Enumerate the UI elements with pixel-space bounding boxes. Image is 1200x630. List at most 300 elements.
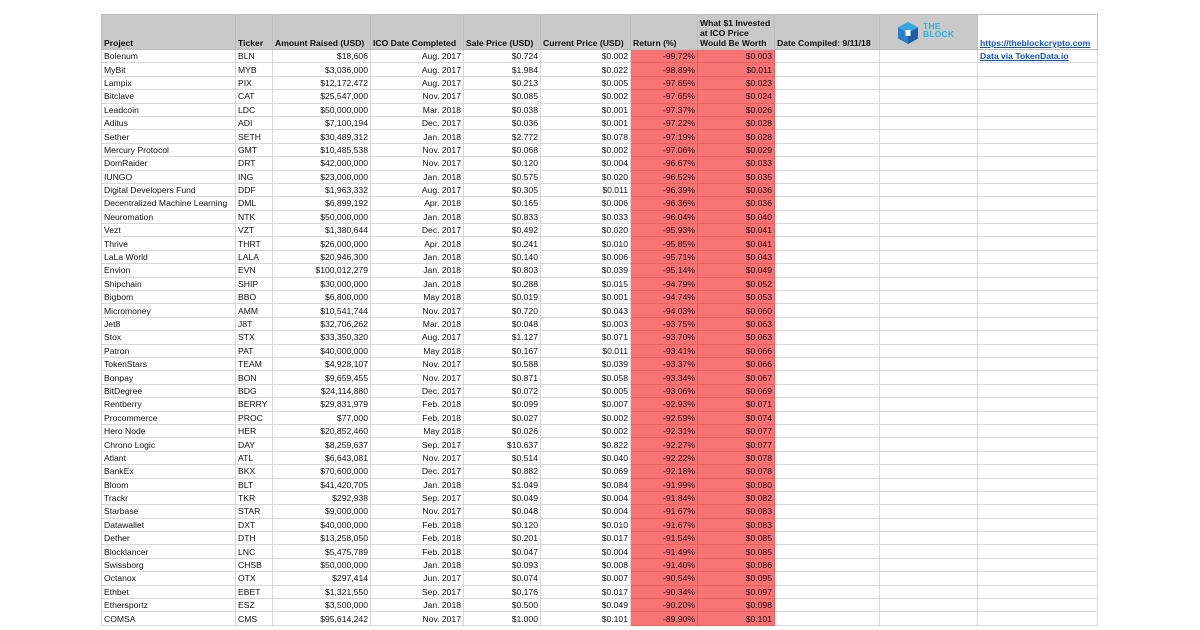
- empty-cell[interactable]: [775, 197, 880, 210]
- ico-date-cell[interactable]: Sep. 2017: [371, 438, 464, 451]
- ticker-cell[interactable]: SHIP: [236, 277, 273, 290]
- ticker-cell[interactable]: CAT: [236, 90, 273, 103]
- ico-date-cell[interactable]: Feb. 2018: [371, 398, 464, 411]
- project-cell[interactable]: Neuromation: [102, 210, 236, 223]
- dollar-value-cell[interactable]: $0.011: [698, 63, 775, 76]
- empty-cell[interactable]: [978, 612, 1098, 625]
- dollar-value-cell[interactable]: $0.026: [698, 103, 775, 116]
- project-cell[interactable]: BankEx: [102, 465, 236, 478]
- project-cell[interactable]: BitDegree: [102, 384, 236, 397]
- amount-raised-cell[interactable]: $3,500,000: [273, 599, 371, 612]
- ico-date-cell[interactable]: Sep. 2017: [371, 491, 464, 504]
- current-price-cell[interactable]: $0.010: [541, 518, 631, 531]
- current-price-cell[interactable]: $0.007: [541, 572, 631, 585]
- empty-cell[interactable]: [978, 585, 1098, 598]
- empty-cell[interactable]: [978, 264, 1098, 277]
- ticker-cell[interactable]: PROC: [236, 411, 273, 424]
- ico-date-cell[interactable]: Feb. 2018: [371, 411, 464, 424]
- empty-cell[interactable]: [978, 438, 1098, 451]
- empty-cell[interactable]: [978, 50, 1098, 63]
- ticker-cell[interactable]: DRT: [236, 157, 273, 170]
- empty-cell[interactable]: [775, 157, 880, 170]
- dollar-value-cell[interactable]: $0.003: [698, 50, 775, 63]
- empty-cell[interactable]: [775, 384, 880, 397]
- empty-cell[interactable]: [978, 572, 1098, 585]
- current-price-cell[interactable]: $0.084: [541, 478, 631, 491]
- return-cell[interactable]: -92.22%: [631, 451, 698, 464]
- project-cell[interactable]: Micromoney: [102, 304, 236, 317]
- sale-price-cell[interactable]: $0.575: [464, 170, 541, 183]
- current-price-cell[interactable]: $0.071: [541, 331, 631, 344]
- ico-date-cell[interactable]: Nov. 2017: [371, 304, 464, 317]
- sale-price-cell[interactable]: $0.492: [464, 224, 541, 237]
- empty-cell[interactable]: [880, 317, 978, 330]
- amount-raised-cell[interactable]: $32,706,262: [273, 317, 371, 330]
- dollar-value-cell[interactable]: $0.041: [698, 237, 775, 250]
- ico-date-cell[interactable]: Nov. 2017: [371, 90, 464, 103]
- sale-price-cell[interactable]: $0.803: [464, 264, 541, 277]
- ico-date-cell[interactable]: Jan. 2018: [371, 210, 464, 223]
- dollar-value-cell[interactable]: $0.028: [698, 116, 775, 129]
- dollar-value-cell[interactable]: $0.033: [698, 157, 775, 170]
- sale-price-cell[interactable]: $0.120: [464, 157, 541, 170]
- project-cell[interactable]: Bigbom: [102, 291, 236, 304]
- dollar-value-cell[interactable]: $0.085: [698, 545, 775, 558]
- project-cell[interactable]: Rentberry: [102, 398, 236, 411]
- amount-raised-cell[interactable]: $6,643,081: [273, 451, 371, 464]
- empty-cell[interactable]: [775, 612, 880, 625]
- empty-cell[interactable]: [880, 304, 978, 317]
- ico-date-cell[interactable]: May 2018: [371, 424, 464, 437]
- sale-price-cell[interactable]: $0.036: [464, 116, 541, 129]
- amount-raised-cell[interactable]: $292,938: [273, 491, 371, 504]
- empty-cell[interactable]: [978, 491, 1098, 504]
- empty-cell[interactable]: [880, 210, 978, 223]
- ico-date-cell[interactable]: Jan. 2018: [371, 264, 464, 277]
- sale-price-cell[interactable]: $0.099: [464, 398, 541, 411]
- ico-date-cell[interactable]: Nov. 2017: [371, 357, 464, 370]
- empty-cell[interactable]: [880, 264, 978, 277]
- ico-date-cell[interactable]: Dec. 2017: [371, 384, 464, 397]
- ticker-cell[interactable]: LDC: [236, 103, 273, 116]
- empty-cell[interactable]: [775, 438, 880, 451]
- empty-cell[interactable]: [775, 505, 880, 518]
- amount-raised-cell[interactable]: $41,420,705: [273, 478, 371, 491]
- return-cell[interactable]: -96.36%: [631, 197, 698, 210]
- amount-raised-cell[interactable]: $9,000,000: [273, 505, 371, 518]
- empty-cell[interactable]: [775, 277, 880, 290]
- amount-raised-cell[interactable]: $20,946,300: [273, 250, 371, 263]
- ico-date-cell[interactable]: Aug. 2017: [371, 76, 464, 89]
- dollar-value-cell[interactable]: $0.067: [698, 371, 775, 384]
- sale-price-cell[interactable]: $0.019: [464, 291, 541, 304]
- ticker-cell[interactable]: LNC: [236, 545, 273, 558]
- empty-cell[interactable]: [775, 371, 880, 384]
- empty-cell[interactable]: [978, 103, 1098, 116]
- ticker-cell[interactable]: BKX: [236, 465, 273, 478]
- dollar-value-cell[interactable]: $0.023: [698, 76, 775, 89]
- empty-cell[interactable]: [775, 50, 880, 63]
- current-price-cell[interactable]: $0.001: [541, 291, 631, 304]
- empty-cell[interactable]: [775, 76, 880, 89]
- empty-cell[interactable]: [775, 545, 880, 558]
- amount-raised-cell[interactable]: $6,800,000: [273, 291, 371, 304]
- empty-cell[interactable]: [775, 491, 880, 504]
- return-cell[interactable]: -97.37%: [631, 103, 698, 116]
- empty-cell[interactable]: [775, 264, 880, 277]
- dollar-value-cell[interactable]: $0.060: [698, 304, 775, 317]
- dollar-value-cell[interactable]: $0.043: [698, 250, 775, 263]
- empty-cell[interactable]: [978, 518, 1098, 531]
- empty-cell[interactable]: [775, 344, 880, 357]
- empty-cell[interactable]: [775, 250, 880, 263]
- ticker-cell[interactable]: BDG: [236, 384, 273, 397]
- ticker-cell[interactable]: CHSB: [236, 558, 273, 571]
- empty-cell[interactable]: [775, 451, 880, 464]
- project-cell[interactable]: Bolenum: [102, 50, 236, 63]
- empty-cell[interactable]: [775, 90, 880, 103]
- return-cell[interactable]: -97.65%: [631, 76, 698, 89]
- current-price-cell[interactable]: $0.007: [541, 398, 631, 411]
- empty-cell[interactable]: [978, 558, 1098, 571]
- return-cell[interactable]: -99.72%: [631, 50, 698, 63]
- amount-raised-cell[interactable]: $40,000,000: [273, 518, 371, 531]
- sale-price-cell[interactable]: $0.720: [464, 304, 541, 317]
- ticker-cell[interactable]: DXT: [236, 518, 273, 531]
- project-cell[interactable]: Trackr: [102, 491, 236, 504]
- empty-cell[interactable]: [880, 558, 978, 571]
- empty-cell[interactable]: [775, 424, 880, 437]
- empty-cell[interactable]: [978, 411, 1098, 424]
- ico-date-cell[interactable]: Jan. 2018: [371, 130, 464, 143]
- amount-raised-cell[interactable]: $77,000: [273, 411, 371, 424]
- empty-cell[interactable]: [880, 157, 978, 170]
- empty-cell[interactable]: [775, 465, 880, 478]
- empty-cell[interactable]: [880, 116, 978, 129]
- return-cell[interactable]: -93.41%: [631, 344, 698, 357]
- sale-price-cell[interactable]: $0.026: [464, 424, 541, 437]
- empty-cell[interactable]: [775, 237, 880, 250]
- empty-cell[interactable]: [775, 224, 880, 237]
- amount-raised-cell[interactable]: $7,100,194: [273, 116, 371, 129]
- empty-cell[interactable]: [775, 103, 880, 116]
- return-cell[interactable]: -95.85%: [631, 237, 698, 250]
- dollar-value-cell[interactable]: $0.066: [698, 357, 775, 370]
- sale-price-cell[interactable]: $0.093: [464, 558, 541, 571]
- ticker-cell[interactable]: DAY: [236, 438, 273, 451]
- ico-date-cell[interactable]: Feb. 2018: [371, 518, 464, 531]
- ticker-cell[interactable]: J8T: [236, 317, 273, 330]
- dollar-value-cell[interactable]: $0.077: [698, 424, 775, 437]
- return-cell[interactable]: -90.20%: [631, 599, 698, 612]
- sale-price-cell[interactable]: $10.637: [464, 438, 541, 451]
- amount-raised-cell[interactable]: $6,899,192: [273, 197, 371, 210]
- sale-price-cell[interactable]: $1.049: [464, 478, 541, 491]
- return-cell[interactable]: -90.54%: [631, 572, 698, 585]
- return-cell[interactable]: -91.67%: [631, 505, 698, 518]
- project-cell[interactable]: Leadcoin: [102, 103, 236, 116]
- empty-cell[interactable]: [880, 331, 978, 344]
- current-price-cell[interactable]: $0.049: [541, 599, 631, 612]
- project-cell[interactable]: Vezt: [102, 224, 236, 237]
- dollar-value-cell[interactable]: $0.095: [698, 572, 775, 585]
- dollar-value-cell[interactable]: $0.078: [698, 451, 775, 464]
- ticker-cell[interactable]: HER: [236, 424, 273, 437]
- current-price-cell[interactable]: $0.022: [541, 63, 631, 76]
- ticker-cell[interactable]: GMT: [236, 143, 273, 156]
- ticker-cell[interactable]: THRT: [236, 237, 273, 250]
- empty-cell[interactable]: [775, 599, 880, 612]
- ico-date-cell[interactable]: Feb. 2018: [371, 545, 464, 558]
- current-price-cell[interactable]: $0.822: [541, 438, 631, 451]
- empty-cell[interactable]: [775, 291, 880, 304]
- project-cell[interactable]: Decentralized Machine Learning: [102, 197, 236, 210]
- project-cell[interactable]: Procommerce: [102, 411, 236, 424]
- dollar-value-cell[interactable]: $0.063: [698, 317, 775, 330]
- empty-cell[interactable]: [880, 424, 978, 437]
- empty-cell[interactable]: [978, 398, 1098, 411]
- ico-date-cell[interactable]: Nov. 2017: [371, 371, 464, 384]
- amount-raised-cell[interactable]: $1,321,550: [273, 585, 371, 598]
- ico-date-cell[interactable]: Nov. 2017: [371, 451, 464, 464]
- empty-cell[interactable]: [775, 304, 880, 317]
- return-cell[interactable]: -90.34%: [631, 585, 698, 598]
- return-cell[interactable]: -98.89%: [631, 63, 698, 76]
- dollar-value-cell[interactable]: $0.083: [698, 505, 775, 518]
- empty-cell[interactable]: [880, 183, 978, 196]
- amount-raised-cell[interactable]: $10,541,744: [273, 304, 371, 317]
- empty-cell[interactable]: [775, 585, 880, 598]
- dollar-value-cell[interactable]: $0.071: [698, 398, 775, 411]
- ico-date-cell[interactable]: Dec. 2017: [371, 224, 464, 237]
- empty-cell[interactable]: [880, 197, 978, 210]
- empty-cell[interactable]: [775, 317, 880, 330]
- current-price-cell[interactable]: $0.020: [541, 170, 631, 183]
- empty-cell[interactable]: [880, 130, 978, 143]
- empty-cell[interactable]: [880, 505, 978, 518]
- return-cell[interactable]: -93.75%: [631, 317, 698, 330]
- empty-cell[interactable]: [978, 90, 1098, 103]
- ticker-cell[interactable]: SETH: [236, 130, 273, 143]
- sale-price-cell[interactable]: $0.176: [464, 585, 541, 598]
- empty-cell[interactable]: [978, 237, 1098, 250]
- ticker-cell[interactable]: VZT: [236, 224, 273, 237]
- empty-cell[interactable]: [880, 143, 978, 156]
- ticker-cell[interactable]: OTX: [236, 572, 273, 585]
- current-price-cell[interactable]: $0.008: [541, 558, 631, 571]
- sale-price-cell[interactable]: $0.120: [464, 518, 541, 531]
- empty-cell[interactable]: [880, 572, 978, 585]
- project-cell[interactable]: Dether: [102, 532, 236, 545]
- dollar-value-cell[interactable]: $0.036: [698, 197, 775, 210]
- project-cell[interactable]: Chrono Logic: [102, 438, 236, 451]
- empty-cell[interactable]: [978, 210, 1098, 223]
- amount-raised-cell[interactable]: $20,852,460: [273, 424, 371, 437]
- return-cell[interactable]: -94.74%: [631, 291, 698, 304]
- project-cell[interactable]: Ethersportz: [102, 599, 236, 612]
- return-cell[interactable]: -97.65%: [631, 90, 698, 103]
- sale-price-cell[interactable]: $0.048: [464, 505, 541, 518]
- ticker-cell[interactable]: NTK: [236, 210, 273, 223]
- dollar-value-cell[interactable]: $0.077: [698, 438, 775, 451]
- ico-date-cell[interactable]: Aug. 2017: [371, 331, 464, 344]
- return-cell[interactable]: -96.52%: [631, 170, 698, 183]
- sale-price-cell[interactable]: $0.140: [464, 250, 541, 263]
- empty-cell[interactable]: [880, 451, 978, 464]
- return-cell[interactable]: -92.59%: [631, 411, 698, 424]
- empty-cell[interactable]: [978, 451, 1098, 464]
- empty-cell[interactable]: [880, 224, 978, 237]
- ico-date-cell[interactable]: Jun. 2017: [371, 572, 464, 585]
- dollar-value-cell[interactable]: $0.080: [698, 478, 775, 491]
- ticker-cell[interactable]: ESZ: [236, 599, 273, 612]
- header-ticker[interactable]: Ticker: [236, 15, 273, 50]
- empty-cell[interactable]: [880, 250, 978, 263]
- project-cell[interactable]: Ethbet: [102, 585, 236, 598]
- ticker-cell[interactable]: PIX: [236, 76, 273, 89]
- dollar-value-cell[interactable]: $0.049: [698, 264, 775, 277]
- ico-date-cell[interactable]: Jan. 2018: [371, 478, 464, 491]
- header-date-compiled[interactable]: Date Compiled: 9/11/18: [775, 15, 880, 50]
- dollar-value-cell[interactable]: $0.036: [698, 183, 775, 196]
- return-cell[interactable]: -96.04%: [631, 210, 698, 223]
- dollar-value-cell[interactable]: $0.078: [698, 465, 775, 478]
- current-price-cell[interactable]: $0.004: [541, 505, 631, 518]
- return-cell[interactable]: -92.93%: [631, 398, 698, 411]
- empty-cell[interactable]: [775, 478, 880, 491]
- sale-price-cell[interactable]: $0.049: [464, 491, 541, 504]
- return-cell[interactable]: -92.27%: [631, 438, 698, 451]
- empty-cell[interactable]: [880, 344, 978, 357]
- sale-price-cell[interactable]: $0.288: [464, 277, 541, 290]
- return-cell[interactable]: -93.37%: [631, 357, 698, 370]
- ico-date-cell[interactable]: Nov. 2017: [371, 143, 464, 156]
- ico-date-cell[interactable]: Apr. 2018: [371, 197, 464, 210]
- project-cell[interactable]: COMSA: [102, 612, 236, 625]
- ticker-cell[interactable]: BLT: [236, 478, 273, 491]
- ticker-cell[interactable]: STAR: [236, 505, 273, 518]
- return-cell[interactable]: -95.71%: [631, 250, 698, 263]
- return-cell[interactable]: -93.06%: [631, 384, 698, 397]
- project-cell[interactable]: Lampix: [102, 76, 236, 89]
- amount-raised-cell[interactable]: $297,414: [273, 572, 371, 585]
- empty-cell[interactable]: [880, 411, 978, 424]
- sale-price-cell[interactable]: $0.514: [464, 451, 541, 464]
- empty-cell[interactable]: [775, 532, 880, 545]
- dollar-value-cell[interactable]: $0.041: [698, 224, 775, 237]
- amount-raised-cell[interactable]: $30,489,312: [273, 130, 371, 143]
- empty-cell[interactable]: [978, 183, 1098, 196]
- ticker-cell[interactable]: BBO: [236, 291, 273, 304]
- current-price-cell[interactable]: $0.078: [541, 130, 631, 143]
- project-cell[interactable]: Envion: [102, 264, 236, 277]
- ico-date-cell[interactable]: Dec. 2017: [371, 465, 464, 478]
- amount-raised-cell[interactable]: $100,012,279: [273, 264, 371, 277]
- amount-raised-cell[interactable]: $33,350,320: [273, 331, 371, 344]
- current-price-cell[interactable]: $0.001: [541, 116, 631, 129]
- current-price-cell[interactable]: $0.006: [541, 197, 631, 210]
- empty-cell[interactable]: [978, 478, 1098, 491]
- dollar-value-cell[interactable]: $0.053: [698, 291, 775, 304]
- ico-date-cell[interactable]: Jan. 2018: [371, 599, 464, 612]
- return-cell[interactable]: -92.18%: [631, 465, 698, 478]
- current-price-cell[interactable]: $0.017: [541, 532, 631, 545]
- return-cell[interactable]: -95.14%: [631, 264, 698, 277]
- current-price-cell[interactable]: $0.006: [541, 250, 631, 263]
- project-cell[interactable]: Bonpay: [102, 371, 236, 384]
- empty-cell[interactable]: [978, 317, 1098, 330]
- ico-date-cell[interactable]: Jan. 2018: [371, 558, 464, 571]
- ticker-cell[interactable]: DML: [236, 197, 273, 210]
- amount-raised-cell[interactable]: $70,600,000: [273, 465, 371, 478]
- empty-cell[interactable]: [880, 585, 978, 598]
- empty-cell[interactable]: [775, 411, 880, 424]
- sale-price-cell[interactable]: $0.882: [464, 465, 541, 478]
- ico-date-cell[interactable]: Apr. 2018: [371, 237, 464, 250]
- return-cell[interactable]: -94.79%: [631, 277, 698, 290]
- header-amount-raised[interactable]: Amount Raised (USD): [273, 15, 371, 50]
- current-price-cell[interactable]: $0.011: [541, 344, 631, 357]
- empty-cell[interactable]: [978, 157, 1098, 170]
- dollar-value-cell[interactable]: $0.098: [698, 599, 775, 612]
- sale-price-cell[interactable]: $0.724: [464, 50, 541, 63]
- project-cell[interactable]: LaLa World: [102, 250, 236, 263]
- empty-cell[interactable]: [978, 116, 1098, 129]
- sale-price-cell[interactable]: $0.213: [464, 76, 541, 89]
- ticker-cell[interactable]: EBET: [236, 585, 273, 598]
- ticker-cell[interactable]: LALA: [236, 250, 273, 263]
- ico-date-cell[interactable]: Aug. 2017: [371, 63, 464, 76]
- empty-cell[interactable]: [978, 344, 1098, 357]
- sale-price-cell[interactable]: $0.085: [464, 90, 541, 103]
- current-price-cell[interactable]: $0.015: [541, 277, 631, 290]
- current-price-cell[interactable]: $0.058: [541, 371, 631, 384]
- amount-raised-cell[interactable]: $26,000,000: [273, 237, 371, 250]
- return-cell[interactable]: -93.70%: [631, 331, 698, 344]
- project-cell[interactable]: Bloom: [102, 478, 236, 491]
- sale-price-cell[interactable]: $1.127: [464, 331, 541, 344]
- current-price-cell[interactable]: $0.002: [541, 50, 631, 63]
- project-cell[interactable]: Atlant: [102, 451, 236, 464]
- sale-price-cell[interactable]: $0.047: [464, 545, 541, 558]
- ticker-cell[interactable]: PAT: [236, 344, 273, 357]
- return-cell[interactable]: -97.22%: [631, 116, 698, 129]
- current-price-cell[interactable]: $0.020: [541, 224, 631, 237]
- amount-raised-cell[interactable]: $10,485,538: [273, 143, 371, 156]
- current-price-cell[interactable]: $0.005: [541, 76, 631, 89]
- dollar-value-cell[interactable]: $0.085: [698, 532, 775, 545]
- project-cell[interactable]: Shipchain: [102, 277, 236, 290]
- amount-raised-cell[interactable]: $25,547,000: [273, 90, 371, 103]
- current-price-cell[interactable]: $0.004: [541, 545, 631, 558]
- return-cell[interactable]: -94.03%: [631, 304, 698, 317]
- return-cell[interactable]: -91.49%: [631, 545, 698, 558]
- header-sale-price[interactable]: Sale Price (USD): [464, 15, 541, 50]
- ico-date-cell[interactable]: Feb. 2018: [371, 532, 464, 545]
- empty-cell[interactable]: [880, 76, 978, 89]
- amount-raised-cell[interactable]: $30,000,000: [273, 277, 371, 290]
- sale-price-cell[interactable]: $0.038: [464, 103, 541, 116]
- empty-cell[interactable]: [880, 478, 978, 491]
- current-price-cell[interactable]: $0.043: [541, 304, 631, 317]
- empty-cell[interactable]: [775, 170, 880, 183]
- current-price-cell[interactable]: $0.003: [541, 317, 631, 330]
- project-cell[interactable]: Stox: [102, 331, 236, 344]
- project-cell[interactable]: Starbase: [102, 505, 236, 518]
- site-link[interactable]: https://theblockcrypto.com: [980, 38, 1091, 48]
- amount-raised-cell[interactable]: $12,172,472: [273, 76, 371, 89]
- return-cell[interactable]: -91.67%: [631, 518, 698, 531]
